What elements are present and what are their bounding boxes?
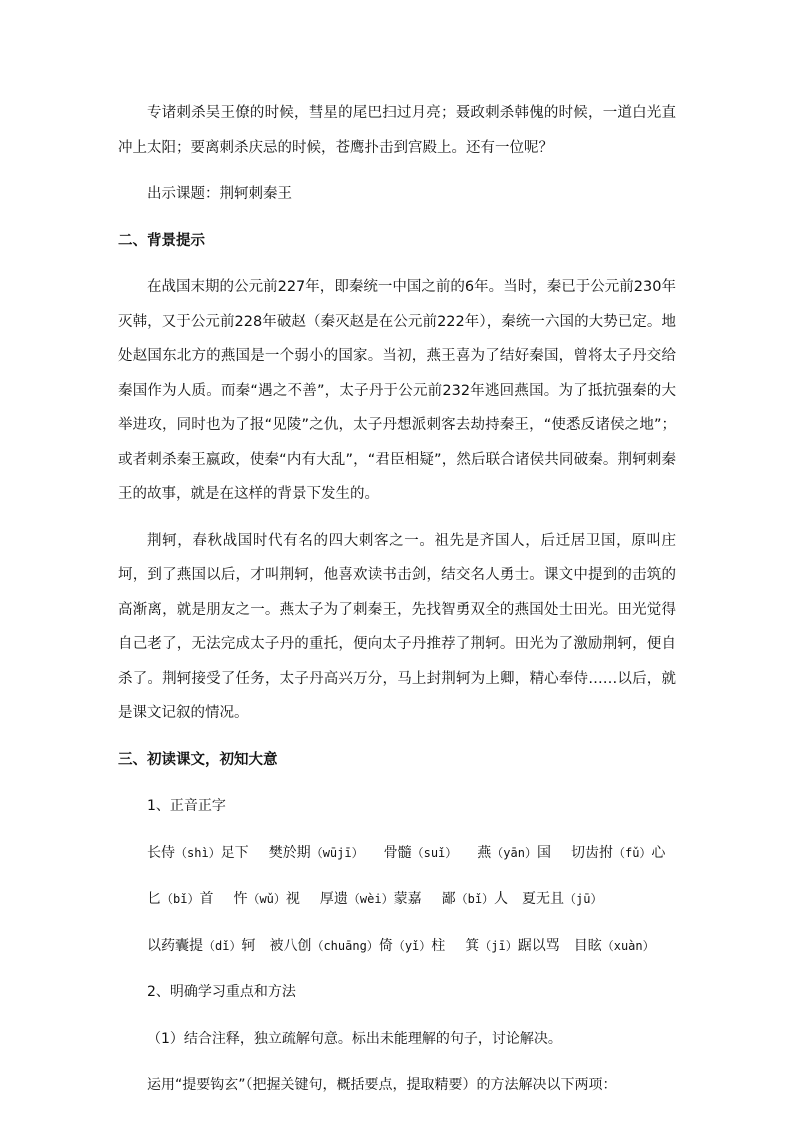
word: 切齿拊 bbox=[570, 844, 613, 861]
topic-line: 出示课题：荆轲刺秦王 bbox=[147, 186, 292, 202]
word-suffix: 心 bbox=[651, 844, 666, 861]
word-suffix: 国 bbox=[536, 844, 551, 861]
pinyin: （xuàn） bbox=[601, 938, 655, 953]
word: 厚遗 bbox=[319, 891, 348, 907]
word-suffix: 人 bbox=[494, 891, 509, 907]
word: 箕 bbox=[465, 937, 480, 954]
pinyin: （yǐ） bbox=[392, 938, 432, 953]
background-paragraph-1: 在战国末期的公元前227年，即秦统一中国之前的6年。当时，秦已于公元前230年灭韩，又于公元前228年破赵（秦灭赵是在公元前222年），秦统一六国的大势已定。地处赵国东北方的燕国是一个弱小的国家。当初，燕王喜为了结好秦国，曾将太子丹交给秦国作为人质。而秦“遇之不善”，太子丹于公元前232年逃回燕国。为了抵抗强秦的大举进攻，同时也为了报“见陵”之仇，太子丹想派刺客去劫持秦王，“使悉反诸侯之地”；或者刺杀秦王嬴政，使秦“内有大乱”，“君臣相疑”，然后联合诸侯共同破秦。荆轲刺秦王的故事，就是在这样的背景下发生的。 bbox=[118, 279, 676, 502]
word-suffix: 倚 bbox=[378, 937, 393, 954]
pinyin: （fǔ） bbox=[612, 845, 652, 860]
pronunciation-row-2 bbox=[118, 882, 676, 917]
background-paragraph-2: 荆轲，春秋战国时代有名的四大刺客之一。祖先是齐国人，后迁居卫国，原叫庄坷，到了燕国以后，才叫荆轲，他喜欢读书击剑，结交名人勇士。课文中提到的击筑的高渐离，就是朋友之一。燕太子为了刺秦王，先找智勇双全的燕国处士田光。田光觉得自己老了，无法完成太子丹的重托，便向太子丹推荐了荆轲。田光为了激励荆轲，便自杀了。荆轲接受了任务，太子丹高兴万分，马上封荆轲为上卿，精心奉侍……以后，就是课文记叙的情况。 bbox=[118, 532, 676, 721]
word: 以药囊提 bbox=[147, 937, 203, 954]
word: 忤 bbox=[233, 891, 248, 907]
document-page bbox=[118, 96, 676, 1103]
pronunciation-row-1 bbox=[118, 836, 676, 871]
pronunciation-row-3 bbox=[118, 929, 676, 964]
section-heading-background: 二、背景提示 bbox=[118, 232, 205, 249]
word-suffix: 首 bbox=[199, 891, 214, 907]
pinyin: （dǐ） bbox=[203, 938, 242, 953]
word: 匕 bbox=[147, 891, 161, 907]
word: 燕 bbox=[477, 844, 492, 861]
pinyin: （jī） bbox=[479, 938, 518, 953]
word-suffix: 足下 bbox=[220, 844, 249, 861]
word: 樊於期 bbox=[268, 844, 311, 861]
word-suffix: 视 bbox=[285, 891, 300, 907]
pinyin: （bǐ） bbox=[161, 892, 200, 906]
pinyin: （shì） bbox=[175, 845, 221, 860]
section-heading-reading: 三、初读课文，初知大意 bbox=[118, 751, 278, 768]
word: 骨髓 bbox=[383, 844, 412, 861]
word: 被八创 bbox=[269, 937, 312, 954]
word: 目眩 bbox=[573, 937, 602, 954]
pinyin: （yān） bbox=[491, 845, 537, 860]
subheading-pronunciation: 1、正音正字 bbox=[147, 798, 226, 814]
pinyin: （bǐ） bbox=[455, 892, 495, 906]
study-item-1: （1）结合注释，独立疏解句意。标出未能理解的句子，讨论解决。 bbox=[147, 1030, 562, 1047]
method-line: 运用“提要钩玄”（把握关键句，概括要点，提取精要）的方法解决以下两项： bbox=[147, 1077, 617, 1093]
pinyin: （suǐ） bbox=[411, 845, 458, 860]
pinyin: （jū） bbox=[564, 892, 603, 906]
pinyin: （chuāng） bbox=[311, 938, 379, 953]
word: 鄙 bbox=[441, 891, 456, 907]
word: 长侍 bbox=[147, 844, 175, 861]
word-suffix: 轲 bbox=[241, 937, 256, 954]
pinyin: （wūjī） bbox=[310, 845, 364, 860]
word-suffix: 柱 bbox=[431, 937, 446, 954]
word: 夏无且 bbox=[522, 891, 565, 907]
intro-paragraph: 专诸刺杀吴王僚的时候，彗星的尾巴扫过月亮；聂政刺杀韩傀的时候，一道白光直冲上太阳；要离刺杀庆忌的时候，苍鹰扑击到宫殿上。还有一位呢？ bbox=[118, 105, 676, 156]
pinyin: （wǔ） bbox=[247, 892, 286, 906]
word-suffix: 蒙嘉 bbox=[393, 891, 422, 907]
word-suffix: 踞以骂 bbox=[517, 937, 560, 954]
subheading-study-focus: 2、明确学习重点和方法 bbox=[147, 984, 296, 1000]
pinyin: （wèi） bbox=[347, 892, 394, 906]
